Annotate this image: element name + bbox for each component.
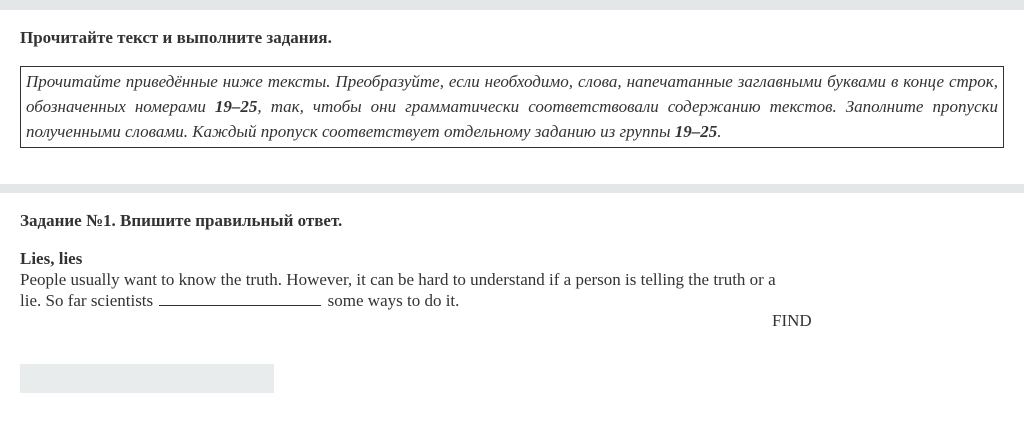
task-section (0, 193, 1024, 439)
keyword-find: FIND (772, 311, 812, 330)
instructions-section (0, 10, 1024, 184)
sentence-before-blank: People usually want to know the truth. However, it can be hard to understand if a person is telling the truth or a lie. So far scientists (20, 270, 776, 310)
instructions-box (20, 66, 1004, 148)
instructions-text-2: , так, чтобы они грамматически соответствовали содержанию текстов. Заполните пропуски полученными словами. Каждый пропуск соответствует отдельному заданию из группы (26, 97, 998, 141)
instructions-text-3: . (717, 122, 722, 141)
task-paragraph (20, 269, 780, 311)
gap-blank (159, 290, 321, 306)
task-title: Задание №1. Впишите правильный ответ. (20, 211, 343, 230)
instructions-range-2: 19–25 (674, 122, 718, 141)
text-title: Lies, lies (20, 249, 83, 268)
instructions-range-1: 19–25 (214, 97, 258, 116)
instructions-text-1: Прочитайте приведённые ниже тексты. Преобразуйте, если необходимо, слова, напечатанные заглавными буквами в конце строк, обозначенных номерами (26, 72, 998, 116)
answer-input[interactable] (20, 364, 274, 393)
section-divider (0, 184, 1024, 193)
top-divider (0, 0, 1024, 10)
instructions-heading: Прочитайте текст и выполните задания. (20, 28, 332, 47)
sentence-after-blank: some ways to do it. (327, 291, 460, 310)
